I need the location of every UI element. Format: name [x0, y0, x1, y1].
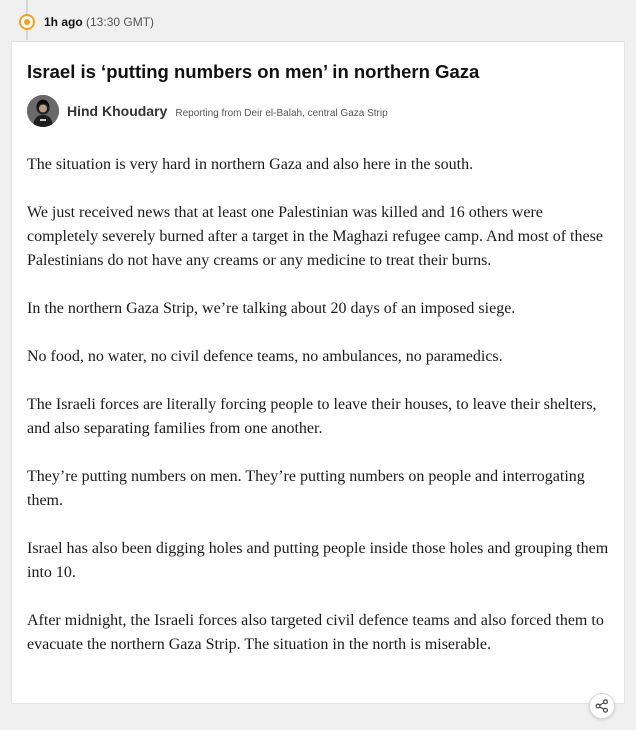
timeline-dot-center: [24, 19, 30, 25]
post-paragraph: The Israeli forces are literally forcing people to leave their houses, to leave their shelters, and also separating families from one another.: [27, 396, 597, 437]
post-paragraph: We just received news that at least one Palestinian was killed and 16 others were completely severely burned after a target in the Maghazi refugee camp. And most of these Palestinians do not have any creams or any medicine to treat their burns.: [27, 204, 603, 269]
post-timestamp: [44, 15, 154, 30]
timeline-dot-icon: [19, 14, 35, 30]
author-name[interactable]: Hind Khoudary: [67, 103, 168, 119]
time-ago: 1h ago: [44, 15, 83, 29]
share-icon: [595, 699, 609, 713]
post-headline: Israel is ‘putting numbers on men’ in northern Gaza: [27, 61, 480, 82]
author-avatar[interactable]: [27, 95, 59, 127]
avatar-photo-icon: [27, 95, 59, 127]
post-paragraph: Israel has also been digging holes and putting people inside those holes and grouping them into 10.: [27, 540, 609, 581]
live-post-card: [11, 41, 625, 704]
post-byline: [27, 95, 388, 127]
post-paragraph: No food, no water, no civil defence teams, no ambulances, no paramedics.: [27, 348, 503, 365]
share-button[interactable]: [589, 693, 615, 719]
post-paragraph: After midnight, the Israeli forces also targeted civil defence teams and also forced them to evacuate the northern Gaza Strip. The situation in the north is miserable.: [27, 612, 604, 653]
post-body: [27, 153, 613, 681]
author-location: Reporting from Deir el-Balah, central Gaza Strip: [175, 107, 388, 119]
post-paragraph: In the northern Gaza Strip, we’re talking about 20 days of an imposed siege.: [27, 300, 516, 317]
time-gmt: (13:30 GMT): [86, 15, 155, 29]
post-paragraph: They’re putting numbers on men. They’re putting numbers on people and interrogating them.: [27, 468, 585, 509]
post-paragraph: The situation is very hard in northern Gaza and also here in the south.: [27, 156, 474, 173]
